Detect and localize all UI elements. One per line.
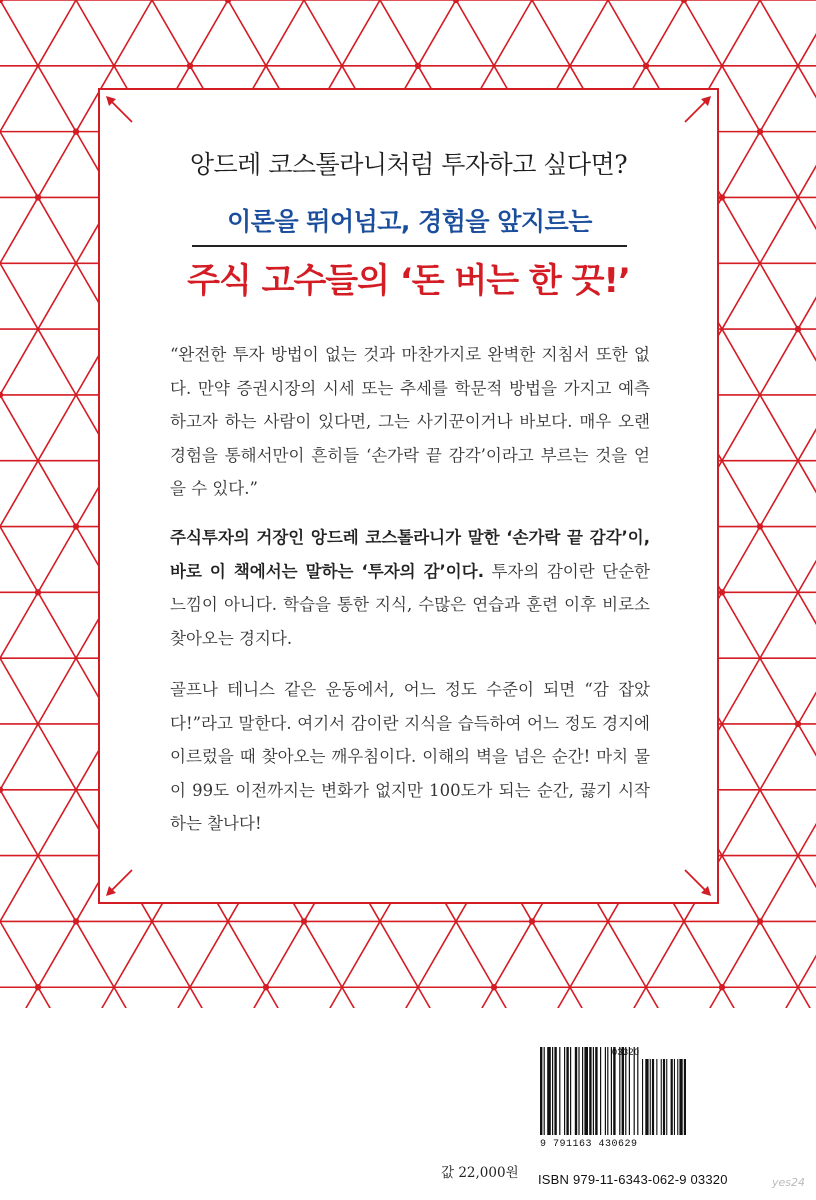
arrow-icon — [675, 92, 715, 132]
barcode-addon: 03320 — [612, 1047, 640, 1057]
quote-paragraph: “완전한 투자 방법이 없는 것과 마찬가지로 완벽한 지침서 또한 없다. 만약 증권시장의 시세 또는 추세를 학문적 방법을 가지고 예측하고자 하는 사람이 있다면, 그는 사기꾼이거나 바보다. 매우 오랜 경험을 통해서만이 흔히들 ‘손가락 끝 감각’이라고 부르는 것을 얻을 수 있다.” — [170, 345, 650, 498]
text-panel — [98, 88, 719, 904]
body-paragraph — [170, 521, 650, 655]
arrow-icon — [102, 860, 142, 900]
arrow-icon — [102, 92, 142, 132]
barcode-bars — [538, 1047, 686, 1139]
body-paragraph: 골프나 테니스 같은 운동에서, 어느 정도 수준이 되면 “감 잡았다!”라고 말한다. 여기서 감이란 지식을 습득하여 어느 정도 경지에 이르렀을 때 찾아오는 깨우침이다. 이해의 벽을 넘은 순간! 마치 물이 99도 이전까지는 변화가 없지만 100도가 되는 순간, 끓기 시작하는 찰나다! — [170, 680, 650, 833]
price-label: 값 22,000원 — [441, 1165, 519, 1181]
isbn-label: ISBN 979-11-6343-062-9 03320 — [538, 1172, 728, 1187]
arrow-icon — [675, 860, 715, 900]
headline: 앙드레 코스톨라니처럼 투자하고 싶다면? — [189, 150, 628, 179]
publisher-logo: yes24 — [772, 1176, 806, 1189]
main-headline: 주식 고수들의 ‘돈 버는 한 끗!’ — [187, 261, 630, 301]
emphasis-text: 주식투자의 거장인 앙드레 코스톨라니가 말한 ‘손가락 끝 감각’이, 바로 이 책에서는 말하는 ‘투자의 감’이다. — [170, 528, 650, 581]
barcode — [538, 1047, 686, 1157]
body-text: 투자의 감이란 단순한 느낌이 아니다. 학습을 통한 지식, 수많은 연습과 훈련 이후 비로소 찾아오는 경지다. — [170, 561, 650, 648]
barcode-digits: 9 791163 430629 — [540, 1139, 638, 1150]
subheadline: 이론을 뛰어넘고, 경험을 앞지르는 — [192, 202, 627, 247]
